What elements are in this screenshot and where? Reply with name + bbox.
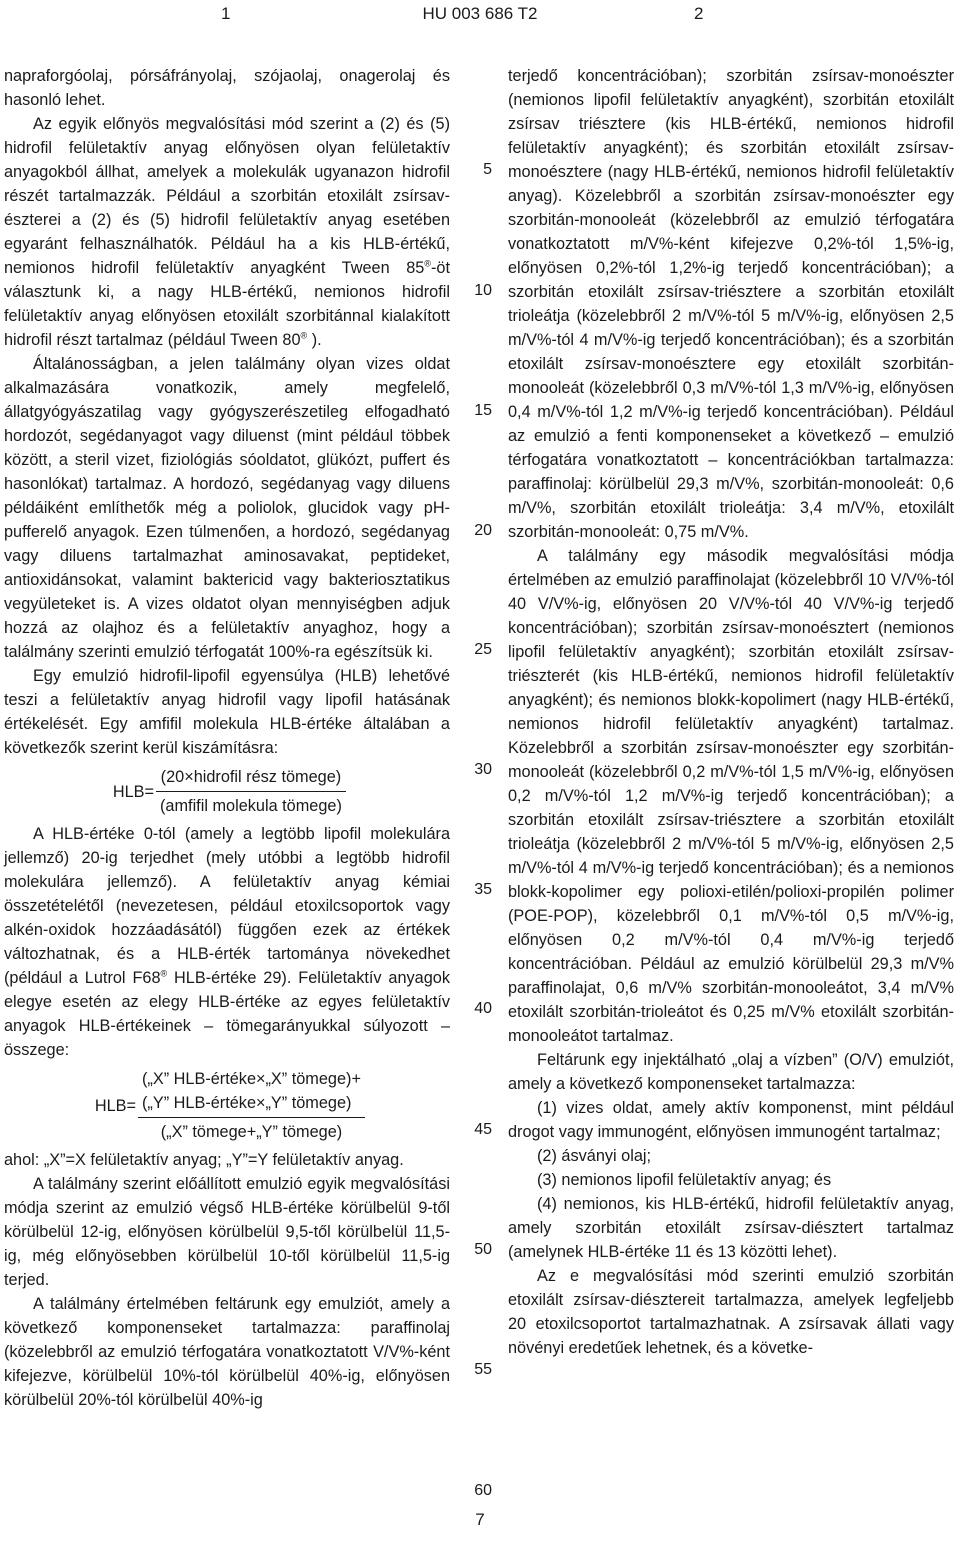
patent-number: HU 003 686 T2: [422, 4, 538, 23]
paragraph: A találmány egy második megvalósítási módja értelmében az emulzió paraffinolajat (közelebbről 10 V/V%-tól 40 V/V%-ig, előnyösen 20 V/V%-tól 40 V/V%-ig terjedő koncentrációban); szorbitán zsírsav-monoésztert (nemionos lipofil felületaktív anyagként); szorbitán etoxilált zsírsav-triészterét (kis HLB-értékű, nemionos hidrofil felületaktív anyagként); és nemionos blokk-kopolimert (nagy HLB-értékű, nemionos hidrofil felületaktív anyagként) tartalmaz. Közelebbről a szorbitán zsírsav-monoészter egy szorbitán-monooleát (közelebbről 0,2 m/V%-tól 1,5 m/V%-ig, előnyösen 0,2 m/V%-tól 1,2 m/V%-ig terjedő koncentrációban); a szorbitán etoxilált zsírsav-triésztere a szorbitán etoxilált trioleátja (közelebbről 2 m/V%-tól 5 m/V%-ig, előnyösen 2,5 m/V%-tól 4 m/V%-ig terjedő koncentrációban); és a nemionos blokk-kopolimer egy polioxi-etilén/polioxi-propilén polimer (POE-POP), közelebbről 0,1 m/V%-tól 0,5 m/V%-ig, előnyösen 0,2 m/V%-tól 0,4 m/V%-ig terjedő koncentrációban. Például az emulzió körülbelül 29,3 m/V% paraffinolajat, 0,6 m/V% szorbitán-monooleátot, 3,4 m/V% etoxilált szorbitán-trioleátot és 0,25 m/V% etoxilált szorbitán-monooleátot tartalmaz.: [508, 547, 954, 1045]
hlb-formula: [4, 765, 450, 818]
line-number: 35: [474, 881, 492, 898]
formula-fraction: [138, 1067, 365, 1144]
paragraph-text: ).: [307, 331, 322, 349]
paragraph: Általánosságban, a jelen találmány olyan vizes oldat alkalmazására vonatkozik, amely megfelelő, állatgyógyászatilag vagy gyógyszerészetileg elfogadható hordozót, segédanyagot vagy diluenst (mint például többek között, a steril vizet, fiziológiás sóoldatot, glükózt, puffert és hasonlókat) tartalmaz. A hordozó, segédanyag vagy diluens példáiként említhetők még a poliolok, glucidok vagy pH-pufferelő anyagok. Ezen túlmenően, a hordozó, segédanyag vagy diluens tartalmazhat aminosavakat, peptideket, antioxidánsokat, valamint baktericid vagy bakteriosztatikus vegyületeket is. A vizes oldatot olyan mennyiségben adjuk hozzá az olajhoz és a felületaktív anyaghoz, hogy a találmány szerinti emulzió térfogatát 100%-ra egészítsük ki.: [4, 355, 450, 661]
paragraph: terjedő koncentrációban); szorbitán zsírsav-monoészter (nemionos lipofil felületaktív anyagként), szorbitán etoxilált zsírsav triésztere (kis HLB-értékű, nemionos hidrofil felületaktív anyagként); és szorbitán etoxilált zsírsav-monoésztere (nagy HLB-értékű, nemionos hidrofil felületaktív anyag). Közelebbről a szorbitán zsírsav-monoészter egy szorbitán-monooleát (közelebbről az emulzió térfogatára vonatkoztatott m/V%-ként kifejezve 0,2%-tól 1,5%-ig, előnyösen 0,2%-tól 1,2%-ig terjedő koncentrációban); a szorbitán etoxilált zsírsav-triésztere a szorbitán etoxilált trioleátja (közelebbről 2 m/V%-tól 5 m/V%-ig, előnyösen 2,5 m/V%-tól 4 m/V%-ig terjedő koncentrációban); és a szorbitán etoxilált zsírsav-monoésztere egy etoxilált szorbitán-monooleát (közelebbről 0,3 m/V%-tól 1,3 m/V%-ig, előnyösen 0,4 m/V%-tól 1,2 m/V%-ig terjedő koncentrációban). Például az emulzió a fenti komponenseket a következő – emulzió térfogatára vonatkoztatott – koncentrációkban tartalmazza: paraffinolaj: körülbelül 29,3 m/V%, szorbitán-monooleát: 0,6 m/V%, szorbitán etoxilált trioleátja: 3,4 m/V%, etoxilált szorbitán-monooleát: 0,75 m/V%.: [508, 67, 954, 541]
line-number: 5: [483, 161, 492, 178]
formula-numerator: (20×hidrofil rész tömege): [156, 765, 346, 792]
formula-denominator: (amfifil molekula tömege): [160, 797, 342, 815]
list-item: (1) vizes oldat, amely aktív komponenst, mint például drogot vagy immunogént, előnyösen immunogént tartalmaz;: [508, 1099, 954, 1141]
line-number: 20: [474, 522, 492, 539]
paragraph-text: -öt választunk ki, a nagy HLB-értékű, nemionos hidrofil felületaktív anyag előnyösen etoxilált szorbitánnal kialakított hidrofil részt tartalmaz (például Tween 80: [4, 259, 450, 349]
line-number: 40: [474, 1000, 492, 1017]
registered-mark: ®: [424, 258, 431, 269]
formula-label: HLB=: [112, 782, 154, 801]
page-footer-number: 7: [475, 1510, 485, 1529]
paragraph: napraforgóolaj, pórsáfrányolaj, szójaolaj, onagerolaj és hasonló lehet.: [4, 67, 450, 109]
right-column: [508, 64, 954, 1360]
registered-mark: ®: [300, 330, 308, 341]
paragraph: Feltárunk egy injektálható „olaj a vízben” (O/V) emulziót, amely a következő komponenseket tartalmazza:: [508, 1051, 954, 1093]
paragraph: [4, 112, 450, 352]
paragraph: [4, 822, 450, 1062]
mixture-hlb-formula: [4, 1067, 450, 1144]
line-number: 55: [474, 1361, 492, 1378]
line-number: 15: [474, 402, 492, 419]
paragraph: Az e megvalósítási mód szerinti emulzió szorbitán etoxilált zsírsav-diésztereit tartalmazza, amelyek legfeljebb 20 etoxilcsoportot tartalmazhatnak. A zsírsavak állati vagy növényi eredetűek lehetnek, és a követke-: [508, 1267, 954, 1357]
right-page-number: 2: [694, 4, 704, 23]
formula-denominator: („X” tömege+„Y” tömege): [160, 1123, 343, 1141]
line-number: 25: [474, 641, 492, 658]
line-number: 60: [474, 1482, 492, 1499]
line-number: 10: [474, 282, 492, 299]
formula-label: HLB=: [94, 1096, 136, 1115]
list-item: (2) ásványi olaj;: [537, 1147, 652, 1165]
registered-mark: ®: [160, 968, 168, 979]
list-item: (4) nemionos, kis HLB-értékű, hidrofil felületaktív anyag, amely szorbitán etoxilált zsírsav-diésztert tartalmaz (amelynek HLB-értéke 11 és 13 közötti lehet).: [508, 1195, 954, 1261]
formula-numerator-line: („X” HLB-értéke×„X” tömege)+: [142, 1070, 361, 1088]
formula-fraction: [156, 765, 346, 818]
line-number: 30: [474, 761, 492, 778]
line-numbers: [460, 0, 500, 1541]
paragraph: A találmány szerint előállított emulzió egyik megvalósítási módja szerint az emulzió végső HLB-értéke körülbelül 9-től körülbelül 12-ig, előnyösen körülbelül 9,5-től körülbelül 11,5-ig, még előnyösebben körülbelül 10-től körülbelül 11,5-ig terjed.: [4, 1175, 450, 1289]
paragraph-text: Az egyik előnyös megvalósítási mód szerint a (2) és (5) hidrofil felületaktív anyag előnyösen olyan felületaktív anyagokból állhat, amelyek a molekulák ugyanazon hidrofil részét tartalmazzák. Például a szorbitán etoxilált zsírsav-észterei a (2) és (5) hidrofil felületaktív anyag esetében egyaránt felhasználhatók. Például ha a kis HLB-értékű, nemionos hidrofil felületaktív anyagként Tween 85: [4, 115, 450, 277]
list-item: (3) nemionos lipofil felületaktív anyag; és: [537, 1171, 832, 1189]
paragraph-text: HLB-értéke 29). Felületaktív anyagok elegye esetén az elegy HLB-értéke az egyes felületaktív anyagok HLB-értékeinek – tömegarányukkal súlyozott – összege:: [4, 969, 450, 1059]
line-number: 50: [474, 1241, 492, 1258]
paragraph: ahol: „X”=X felületaktív anyag; „Y”=Y felületaktív anyag.: [4, 1151, 404, 1169]
formula-numerator-line: („Y” HLB-értéke×„Y” tömege): [142, 1094, 352, 1112]
left-column: [4, 64, 450, 1412]
line-number: 45: [474, 1121, 492, 1138]
left-page-number: 1: [221, 4, 231, 23]
paragraph: Egy emulzió hidrofil-lipofil egyensúlya (HLB) lehetővé teszi a felületaktív anyag hidrofil vagy lipofil hatásának értékelését. Egy amfifil molekula HLB-értéke általában a következők szerint kerül kiszámításra:: [4, 667, 450, 757]
paragraph-text: A HLB-értéke 0-tól (amely a legtöbb lipofil molekulára jellemző) 20-ig terjedhet (mely utóbbi a legtöbb hidrofil molekulára jellemző). A felületaktív anyag kémiai összetételétől (nevezetesen, például etoxilcsoportok vagy alkén-oxidok hozzáadásától) függően ezek az értékek változhatnak, és a HLB-érték tartománya növekedhet (például a Lutrol F68: [4, 825, 450, 987]
formula-numerator: [138, 1067, 365, 1118]
paragraph: A találmány értelmében feltárunk egy emulziót, amely a következő komponenseket tartalmazza: paraffinolaj (közelebbről az emulzió térfogatára vonatkoztatott V/V%-ként kifejezve, körülbelül 10%-tól körülbelül 40%-ig, előnyösen körülbelül 20%-tól körülbelül 40%-ig: [4, 1295, 450, 1409]
